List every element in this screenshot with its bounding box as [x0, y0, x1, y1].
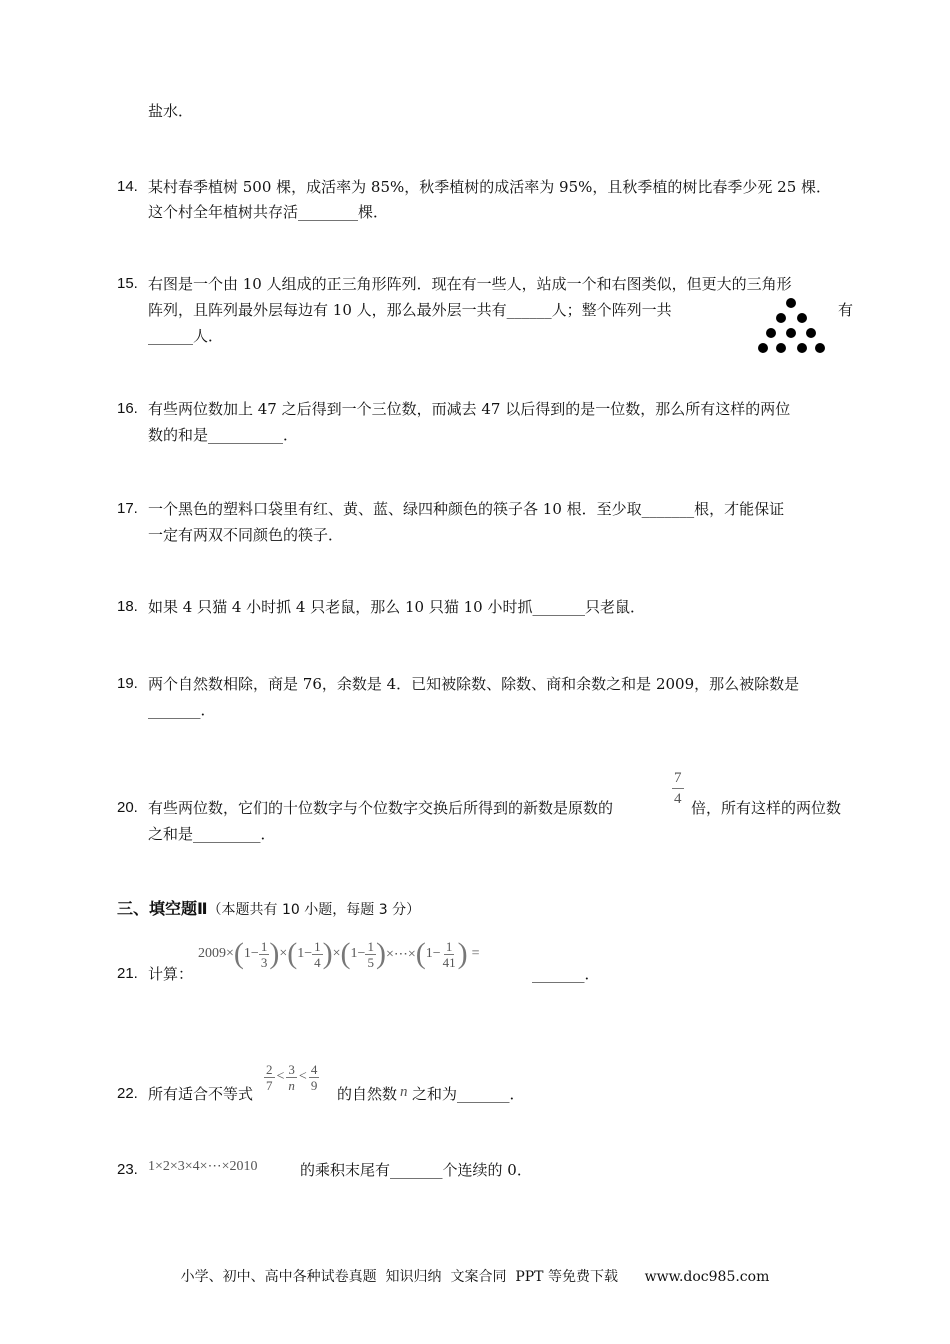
- q20-line2: 之和是_________．: [148, 825, 276, 843]
- q22-label: 所有适合不等式: [148, 1085, 254, 1103]
- q23-tail: 的乘积末尾有_______个连续的 0．: [300, 1161, 532, 1179]
- q23-expression: 1×2×3×4×⋯×2010: [148, 1159, 258, 1174]
- q21-one: 1: [425, 946, 433, 961]
- times-sign: ×: [332, 946, 341, 961]
- array-dot: [797, 313, 807, 323]
- q22-number: 22.: [117, 1085, 138, 1102]
- less-than-sign: <: [276, 1069, 285, 1084]
- q15-number: 15.: [117, 275, 138, 292]
- q21-one: 1: [243, 946, 251, 961]
- array-dot: [786, 298, 796, 308]
- array-dot: [797, 343, 807, 353]
- q17-number: 17.: [117, 500, 138, 517]
- q21-f2-num: 1: [314, 938, 321, 954]
- q20-line1a: 有些两位数，它们的十位数字与个位数字交换后所得到的新数是原数的: [148, 799, 614, 817]
- times-sign: ×: [279, 946, 288, 961]
- q21-f3-den: 5: [367, 954, 374, 970]
- minus-sign: −: [357, 946, 366, 961]
- q21-expression: 2009 × ( 1 − $\frac{1}{3}$ ) × ( 1 − $\frac{1}{4}$ ) × ( 1 − $\frac{1}{5}$ ) ×⋯× ( 1 − $\frac{1}{41}$ ) =: [198, 937, 480, 970]
- q21-number: 21.: [117, 965, 138, 982]
- q19-line2: _______．: [148, 701, 216, 719]
- equals-sign: =: [471, 946, 480, 961]
- q21-f1-den: 3: [260, 954, 268, 970]
- q17-line2: 一定有两双不同颜色的筷子．: [148, 526, 344, 544]
- array-dot: [786, 328, 796, 338]
- q14-line1: 某村春季植树 500 棵，成活率为 85%，秋季植树的成活率为 95%，且秋季植的树比春季少死 25 棵．: [148, 178, 832, 196]
- section-subtitle: （本题共有 10 小题，每题 3 分）: [207, 902, 421, 918]
- array-dot: [758, 343, 768, 353]
- array-dot: [815, 343, 825, 353]
- q20-line1b: 倍，所有这样的两位数: [691, 799, 842, 817]
- q22-mid: 的自然数: [337, 1085, 398, 1103]
- q14-number: 14.: [117, 178, 138, 195]
- q22-a-den: 7: [266, 1077, 273, 1093]
- q15-line1: 右图是一个由 10 人组成的正三角形阵列．现在有一些人，站成一个和右图类似，但更大的三角形: [148, 275, 792, 293]
- page-footer: 小学、初中、高中各种试卷真题 知识归纳 文案合同 PPT 等免费下载 www.doc985.com: [180, 1269, 770, 1285]
- minus-sign: −: [304, 946, 313, 961]
- section-title: 三、填空题Ⅱ: [117, 901, 208, 918]
- q20-fraction: [672, 768, 684, 809]
- q22-a-num: 2: [266, 1061, 273, 1077]
- q21-ellipsis: ×⋯×: [385, 946, 416, 962]
- section-heading: [117, 896, 420, 919]
- q21-blank: _______．: [532, 965, 600, 983]
- q21-one: 1: [350, 946, 358, 961]
- q22-inequality: [264, 1055, 319, 1099]
- q22-b-den: n: [288, 1077, 295, 1093]
- q23-number: 23.: [117, 1161, 138, 1178]
- q14-line2: 这个村全年植树共存活________棵．: [148, 203, 389, 221]
- q16-line1: 有些两位数加上 47 之后得到一个三位数，而减去 47 以后得到的是一位数，那么所有这样的两位: [148, 400, 791, 418]
- array-dot: [776, 313, 786, 323]
- q20-number: 20.: [117, 799, 138, 816]
- q15-line3: ______人．: [148, 327, 224, 345]
- minus-sign: −: [250, 946, 259, 961]
- q21-f3-num: 1: [367, 938, 374, 954]
- q22-c-den: 9: [310, 1077, 318, 1093]
- q18-line1: 如果 4 只猫 4 小时抓 4 只老鼠，那么 10 只猫 10 小时抓_______只老鼠．: [148, 598, 645, 616]
- q15-line2-end: 有: [838, 301, 854, 319]
- q17-line1: 一个黑色的塑料口袋里有红、黄、蓝、绿四种颜色的筷子各 10 根．至少取_______根，才能保证: [148, 500, 785, 518]
- q21-f4-num: 1: [445, 938, 453, 954]
- array-dot: [776, 343, 786, 353]
- q21-lead-number: 2009: [198, 946, 226, 961]
- q22-variable: n: [400, 1084, 408, 1100]
- q22-b-num: 3: [288, 1061, 295, 1077]
- q16-number: 16.: [117, 400, 138, 417]
- q21-f1-num: 1: [260, 938, 268, 954]
- times-sign: ×: [226, 946, 234, 961]
- array-dot: [806, 328, 816, 338]
- q16-line2: 数的和是__________．: [148, 426, 299, 444]
- q22-c-num: 4: [310, 1061, 318, 1077]
- q21-one: 1: [297, 946, 305, 961]
- array-dot: [766, 328, 776, 338]
- q18-number: 18.: [117, 598, 138, 615]
- q19-line1: 两个自然数相除，商是 76，余数是 4．已知被除数、除数、商和余数之和是 2009，那么被除数是: [148, 675, 800, 693]
- q21-f4-den: 41: [442, 954, 456, 970]
- q20-frac-numerator: 7: [672, 768, 684, 789]
- q15-line2: 阵列，且阵列最外层每边有 10 人，那么最外层一共有______人；整个阵列一共: [148, 301, 672, 319]
- minus-sign: −: [432, 946, 441, 961]
- q19-number: 19.: [117, 675, 138, 692]
- q21-f2-den: 4: [314, 954, 321, 970]
- triangle-array-figure: [756, 296, 828, 356]
- q13-tail: 盐水．: [148, 102, 194, 120]
- q20-frac-denominator: 4: [674, 791, 682, 807]
- q21-label: 计算：: [148, 965, 194, 983]
- less-than-sign: <: [298, 1069, 307, 1084]
- q22-tail: 之和为_______．: [412, 1085, 525, 1103]
